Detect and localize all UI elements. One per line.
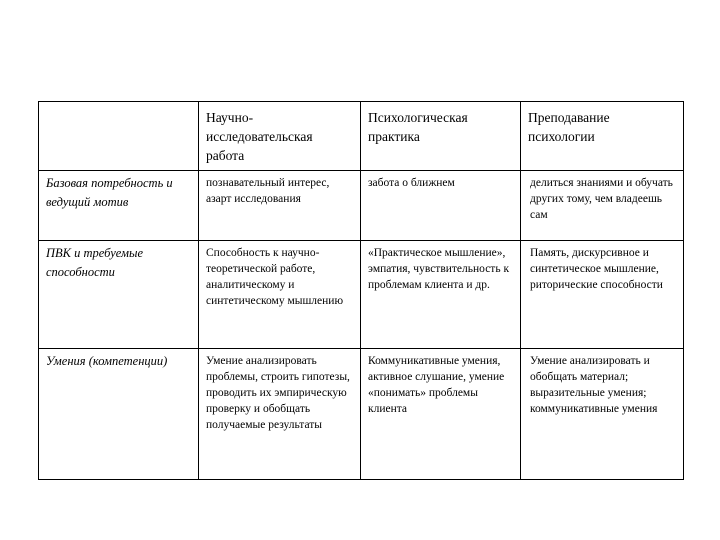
row-label-basic-need: Базовая потребность и ведущий мотив: [39, 171, 199, 241]
header-empty-cell: [39, 102, 199, 171]
table-cell: Умение анализировать проблемы, строить гипотезы, проводить их эмпирическую проверку и обобщать получаемые результаты: [199, 349, 361, 480]
table-cell: делиться знаниями и обучать других тому, чем владеешь сам: [521, 171, 684, 241]
table-header-row: [39, 102, 684, 171]
table-cell: Умение анализировать и обобщать материал; выразительные умения; коммуникативные умения: [521, 349, 684, 480]
header-teaching-psychology: Преподавание психологии: [521, 102, 684, 171]
table-cell: Коммуникативные умения, активное слушание, умение «понимать» проблемы клиента: [361, 349, 521, 480]
table-cell: «Практическое мышление», эмпатия, чувствительность к проблемам клиента и др.: [361, 241, 521, 349]
table-row: [39, 171, 684, 241]
table-cell: Способность к научно-теоретической работе, аналитическому и синтетическому мышлению: [199, 241, 361, 349]
comparison-table-container: [38, 101, 683, 480]
row-label-skills: Умения (компетенции): [39, 349, 199, 480]
table-row: [39, 349, 684, 480]
table-row: [39, 241, 684, 349]
table-cell: забота о ближнем: [361, 171, 521, 241]
row-label-abilities: ПВК и требуемые способности: [39, 241, 199, 349]
comparison-table: [38, 101, 684, 480]
header-psychological-practice: Психологическая практика: [361, 102, 521, 171]
table-cell: Память, дискурсивное и синтетическое мышление, риторические способности: [521, 241, 684, 349]
header-research-work: Научно-исследовательская работа: [199, 102, 361, 171]
table-cell: познавательный интерес, азарт исследования: [199, 171, 361, 241]
